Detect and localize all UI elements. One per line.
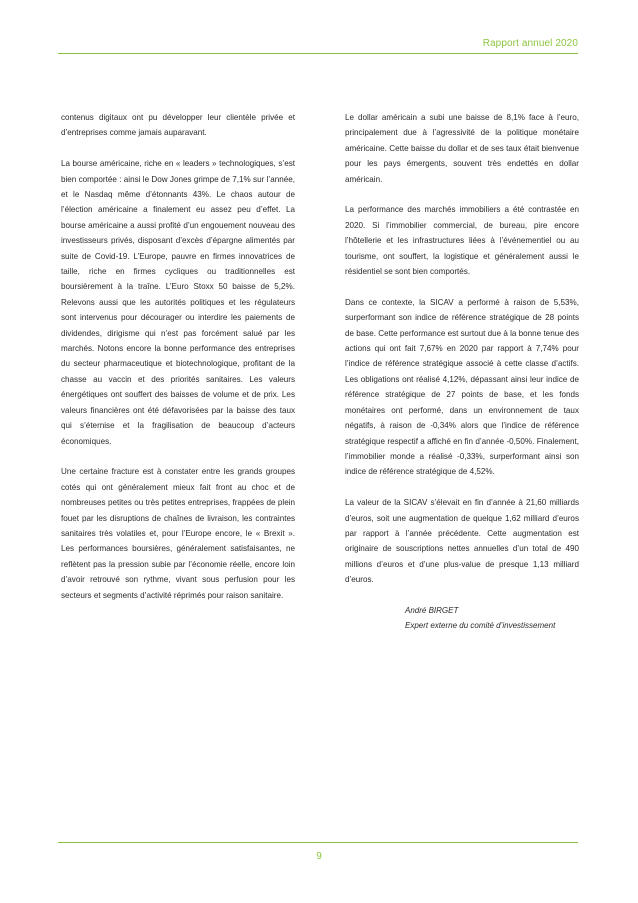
left-paragraph-1: contenus digitaux ont pu développer leur clientèle privée et d’entreprises comme jamais auparavant.: [61, 113, 295, 138]
signature-name: André BIRGET: [405, 605, 459, 615]
footer-divider: [58, 842, 578, 843]
header-divider: [58, 53, 578, 54]
right-paragraph-2: La performance des marchés immobiliers a été contrastée en 2020. Si l’immobilier commercial, de bureau, pire encore l’hôtellerie et les infrastructures liées à l’événementiel ou au tourisme, ont souffert, la logistique et généralement aussi le résidentiel se sont bien comportés.: [345, 205, 579, 277]
running-header-title: Rapport annuel 2020: [482, 38, 578, 49]
right-paragraph-3: Dans ce contexte, la SICAV a performé à raison de 5,53%, surperformant son indice de référence stratégique de 28 points de base. Cette performance est surtout due à la bonne tenue des actions qui ont fait 7,67% en 2020 par rapport à 7,74% pour l’indice de référence stratégique associé à cette classe d’actifs. Les obligations ont réalisé 4,12%, dépassant ainsi leur indice de référence stratégique de 27 points de base, et les fonds monétaires ont performé, dans un environnement de taux négatifs, à raison de -0,34% alors que l’indice de référence stratégique respectif a affiché en fin d’année -0,50%. Finalement, l’immobilier monde a réalisé -0,33%, surperformant ainsi son indice de référence stratégique de 4,52%.: [345, 297, 579, 477]
left-paragraph-2: La bourse américaine, riche en « leaders » technologiques, s’est bien comportée : ainsi le Dow Jones grimpe de 7,1% sur l’année, et le Nasdaq même d’étonnants 43%. Le chaos autour de l’élection américaine a finalement eu assez peu d’effet. La bourse américaine a aussi profité d’un engouement nouveau des investisseurs privés, disposant d’excès d’épargne alimentés par suite de Covid-19. L’Europe, pauvre en firmes innovatrices de taille, riche en firmes cycliques ou traditionnelles est boursièrement à la traîne. L’Euro Stoxx 50 baisse de 5,2%. Relevons aussi que les autorités politiques et les régulateurs sont intervenus pour décourager ou interdire les paiements de dividendes, dirigisme qui n’est pas forcément salué par les marchés. Notons encore la bonne performance des entreprises du secteur pharmaceutique et biotechnologique, profitant de la chasse au vaccin et des priorités sanitaires. Les valeurs énergétiques ont souffert des baisses de volume et de prix. Les valeurs financières ont été défavorisées par la baisse des taux qui s’éternise et la fragilisation de beaucoup d’acteurs économiques.: [61, 159, 295, 446]
page-number: 9: [316, 851, 322, 862]
left-paragraph-3: Une certaine fracture est à constater entre les grands groupes cotés qui ont généralement mieux fait front au choc et de nombreuses petites ou très petites entreprises, frappées de plein fouet par les disruptions de chaînes de livraison, les contraintes sanitaires très volatiles et, pour l’Europe encore, le « Brexit ». Les performances boursières, généralement satisfaisantes, ne reflètent pas la pression subie par l’économie réelle, encore loin d’avoir retrouvé son rythme, vivant sous perfusion pour les secteurs et segments d’activité réprimés pour raison sanitaire.: [61, 467, 295, 600]
right-paragraph-4: La valeur de la SICAV s’élevait en fin d’année à 21,60 milliards d’euros, soit une augmentation de quelque 1,62 milliard d’euros par rapport à l’année précédente. Cette augmentation est originaire de souscriptions nettes annuelles d’un total de 490 millions d’euros et d’une plus-value de presque 1,13 milliard d’euros.: [345, 498, 579, 585]
left-text-column: [61, 110, 295, 618]
signature-block: [345, 603, 579, 634]
right-paragraph-1: Le dollar américain a subi une baisse de 8,1% face à l’euro, principalement due à l’agressivité de la politique monétaire américaine. Cette baisse du dollar et de ses taux était bienvenue pour les pays émergents, souvent très endettés en dollar américain.: [345, 113, 579, 184]
signature-title: Expert externe du comité d’investissement: [405, 621, 556, 631]
right-text-column: [345, 110, 579, 634]
